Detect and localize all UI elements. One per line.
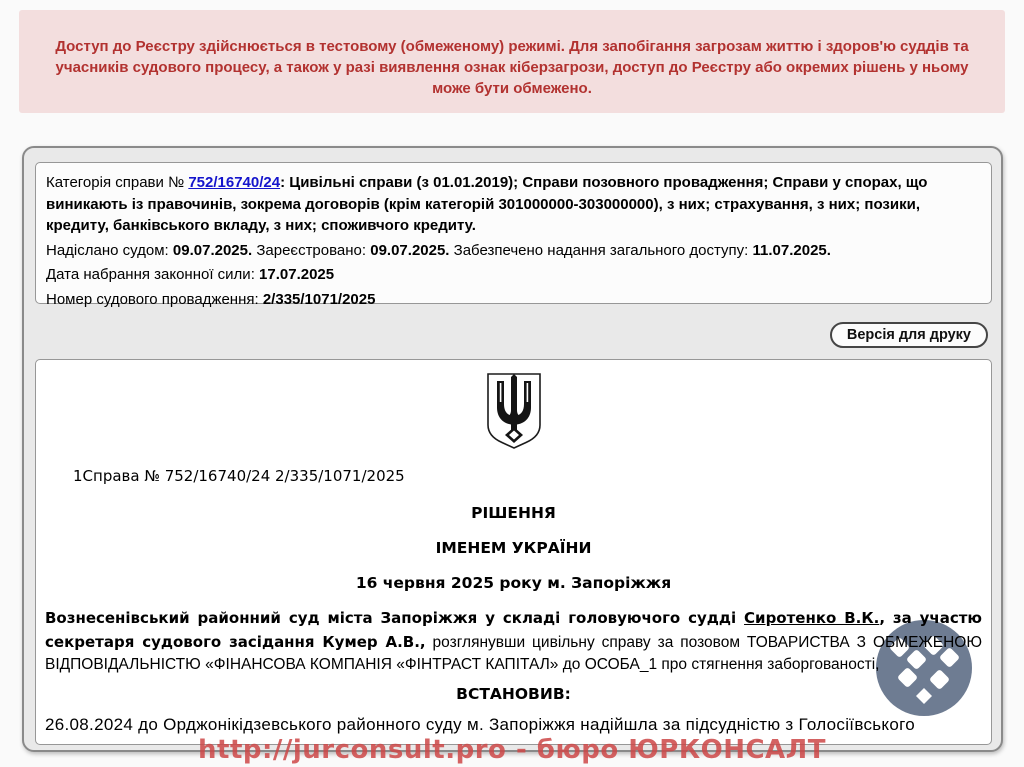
legal-force-date: 17.07.2025 bbox=[259, 266, 335, 283]
case-number-link[interactable]: 752/16740/24 bbox=[188, 174, 281, 191]
proceeding-number-line bbox=[46, 289, 981, 311]
test-mode-alert-text: Доступ до Реєстру здійснюється в тестовому (обмеженому) режимі. Для запобігання загрозам життю і здоров'ю суддів та учасників судового процесу, а також у разі виявлення ознак кіберзагрози, доступ до Реєстру або окремих рішень у ньому може бути обмежено. bbox=[55, 38, 969, 97]
case-dates-line bbox=[46, 240, 981, 262]
access-label: Забезпечено надання загального доступу: bbox=[449, 241, 753, 259]
decision-heading: РІШЕННЯ bbox=[471, 504, 556, 522]
in-the-name-of-ukraine-heading: ІМЕНЕМ УКРАЇНИ bbox=[435, 539, 592, 557]
legal-force-line bbox=[46, 264, 981, 286]
claim-description-text: розглянувши цивільну справу за позовом ТОВАРИСТВА З ОБМЕЖЕНОЮ ВІДПОВІДАЛЬНІСТЮ «ФІНАНСОВА КОМПАНІЯ «ФІНТРАСТ КАПІТАЛ» до ОСОБА_1 про стягнення заборгованості, bbox=[45, 633, 982, 673]
judge-name-link[interactable]: Сиротенко В.К. bbox=[744, 609, 880, 627]
decision-date-place-heading: 16 червня 2025 року м. Запоріжжя bbox=[355, 574, 672, 592]
secretary-text: , за участю секретаря судового засідання Кумер А.В., bbox=[45, 609, 982, 651]
proceeding-number: 2/335/1071/2025 bbox=[262, 290, 376, 308]
print-version-button[interactable]: Версія для друку bbox=[830, 322, 988, 348]
document-content bbox=[36, 372, 991, 735]
ukraine-trident-emblem-icon bbox=[485, 372, 543, 450]
case-category-label: Категорія справи № bbox=[46, 174, 189, 191]
clipped-body-line: 26.08.2024 до Орджонікідзевського районного суду м. Запоріжжя надійшла за підсудністю з Голосіївського bbox=[45, 714, 915, 734]
decision-intro-paragraph bbox=[45, 607, 982, 677]
access-date: 11.07.2025. bbox=[752, 241, 831, 259]
registered-date: 09.07.2025. bbox=[370, 241, 450, 259]
sent-date: 09.07.2025. bbox=[172, 241, 253, 259]
jurconsult-site-link[interactable]: http://jurconsult.pro - бюро ЮРКОНСАЛТ bbox=[198, 735, 826, 765]
case-category-text: : Цивільні справи (з 01.01.2019); Справи позовного провадження; Справи у спорах, що виникають із правочинів, зокрема договорів (крім категорій 301000000-303000000), з них; страхування, з них; позики, кредиту, банківського вкладу, з них; споживчого кредиту. bbox=[46, 174, 928, 234]
case-info-box bbox=[35, 162, 992, 308]
test-mode-alert bbox=[19, 10, 1005, 113]
proceeding-label: Номер судового провадження: bbox=[46, 290, 263, 308]
legal-force-label: Дата набрання законної сили: bbox=[46, 266, 260, 283]
established-heading: ВСТАНОВИВ: bbox=[456, 684, 571, 703]
registered-label: Зареєстровано: bbox=[252, 241, 371, 259]
decision-card bbox=[22, 146, 1003, 752]
sent-label: Надіслано судом: bbox=[46, 241, 173, 259]
decision-document bbox=[35, 359, 992, 745]
case-category-line bbox=[46, 172, 981, 237]
court-composition-text: Вознесенівський районний суд міста Запоріжжя у складі головуючого судді bbox=[45, 609, 745, 627]
document-case-number-line: 1Справа № 752/16740/24 2/335/1071/2025 bbox=[73, 467, 405, 485]
